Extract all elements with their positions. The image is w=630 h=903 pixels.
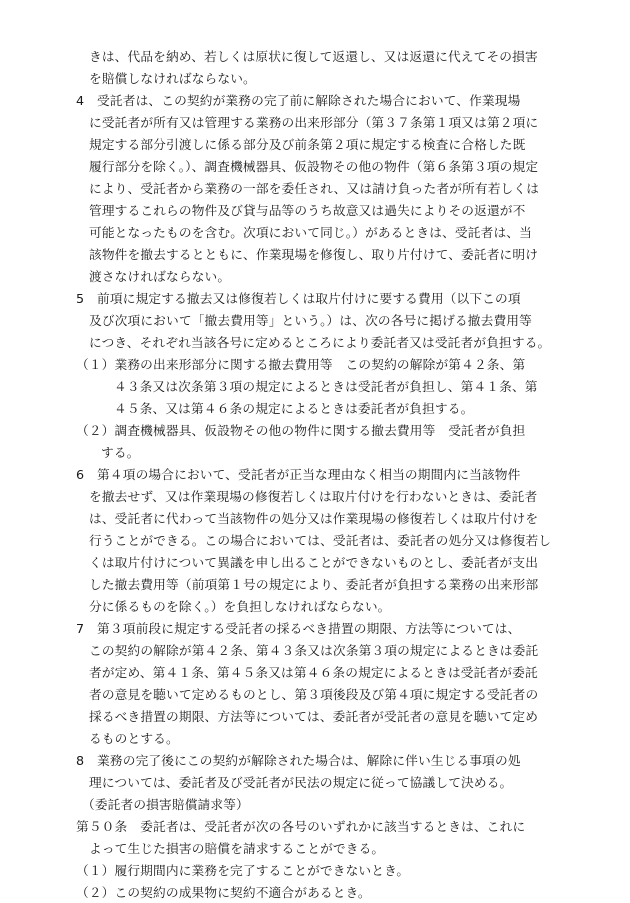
text-line: ４３条又は次条第３項の規定によるときは受託者が負担し、第４１条、第 [114, 379, 538, 394]
text-line: よって生じた損害の賠償を請求することができる。 [89, 841, 385, 856]
text-line: した撤去費用等（前項第１号の規定により、委託者が負担する業務の出来形部 [89, 577, 539, 592]
text-line: るものとする。 [89, 731, 179, 746]
text-line: につき、それぞれ当該各号に定めるところにより委託者又は受託者が負担する。 [89, 335, 551, 350]
text-line: くは取片付けについて異議を申し出ることができないものとし、委託者が支出 [89, 555, 539, 570]
text-line: 及び次項において「撤去費用等」という。）は、次の各号に掲げる撤去費用等 [89, 313, 532, 328]
text-line: 該物件を撤去するとともに、作業現場を修復し、取り片付けて、委託者に明け [89, 247, 539, 262]
text-line: 分に係るものを除く。）を負担しなければならない。 [89, 599, 391, 614]
text-line: 者の意見を聴いて定めるものとし、第３項後段及び第４項に規定する受託者の [89, 687, 539, 702]
text-line: 履行部分を除く。）、調査機械器具、仮設物その他の物件（第６条第３項の規定 [89, 159, 539, 174]
text-line: は、受託者に代わって当該物件の処分又は作業現場の修復若しくは取片付けを [89, 511, 539, 526]
text-line: する。 [101, 445, 140, 460]
text-line: 規定する部分引渡しに係る部分及び前条第２項に規定する検査に合格した既 [89, 137, 526, 152]
text-line: （１）業務の出来形部分に関する撤去費用等 この契約の解除が第４２条、第 [76, 357, 526, 372]
text-line: 可能となったものを含む。次項において同じ。）があるときは、受託者は、当 [89, 225, 532, 240]
text-line: この契約の解除が第４２条、第４３条又は次条第３項の規定によるときは委託 [89, 643, 539, 658]
text-line: 7 第３項前段に規定する受託者の採るべき措置の期限、方法等については、 [76, 621, 521, 636]
text-line: により、受託者から業務の一部を委任され、又は請け負った者が所有若しくは [89, 181, 540, 196]
text-line: 4 受託者は、この契約が業務の完了前に解除された場合において、作業現場 [76, 93, 521, 108]
text-line: を撤去せず、又は作業現場の修復若しくは取片付けを行わないときは、委託者 [89, 489, 538, 504]
text-line: きは、代品を納め、若しくは原状に復して返還し、又は返還に代えてその損害 [89, 49, 538, 64]
text-line: （１）履行期間内に業務を完了することができないとき。 [76, 863, 410, 878]
text-line: 管理するこれらの物件及び貸与品等のうち故意又は過失によりその返還が不 [89, 203, 526, 218]
text-line: に受託者が所有又は管理する業務の出来形部分（第３７条第１項又は第２項に [89, 115, 539, 130]
text-line: 者が定め、第４１条、第４５条又は第４６条の規定によるときは受託者が委託 [89, 665, 538, 680]
text-line: 理については、委託者及び受託者が民法の規定に従って協議して決める。 [89, 775, 513, 790]
text-line: を賠償しなければならない。 [89, 71, 256, 86]
text-line: （２）調査機械器具、仮設物その他の物件に関する撤去費用等 受託者が負担 [76, 423, 526, 438]
text-line: 8 業務の完了後にこの契約が解除された場合は、解除に伴い生じる事項の処 [76, 753, 521, 768]
text-line: 5 前項に規定する撤去又は修復若しくは取片付けに要する費用（以下この項 [76, 291, 521, 306]
text-line: ４５条、又は第４６条の規定によるときは委託者が負担する。 [114, 401, 474, 416]
text-line: （２）この契約の成果物に契約不適合があるとき。 [76, 885, 371, 900]
text-line: 行うことができる。この場合においては、受託者は、委託者の処分又は修復若し [89, 533, 552, 548]
text-line: 6 第４項の場合において、受託者が正当な理由なく相当の期間内に当該物件 [76, 467, 521, 482]
section-heading: （委託者の損害賠償請求等） [82, 797, 249, 812]
text-line: 採るべき措置の期限、方法等については、委託者が受託者の意見を聴いて定め [89, 709, 539, 724]
article-heading-line: 第５０条 委託者は、受託者が次の各号のいずれかに該当するときは、これに [76, 819, 526, 834]
text-line: 渡さなければならない。 [89, 269, 231, 284]
